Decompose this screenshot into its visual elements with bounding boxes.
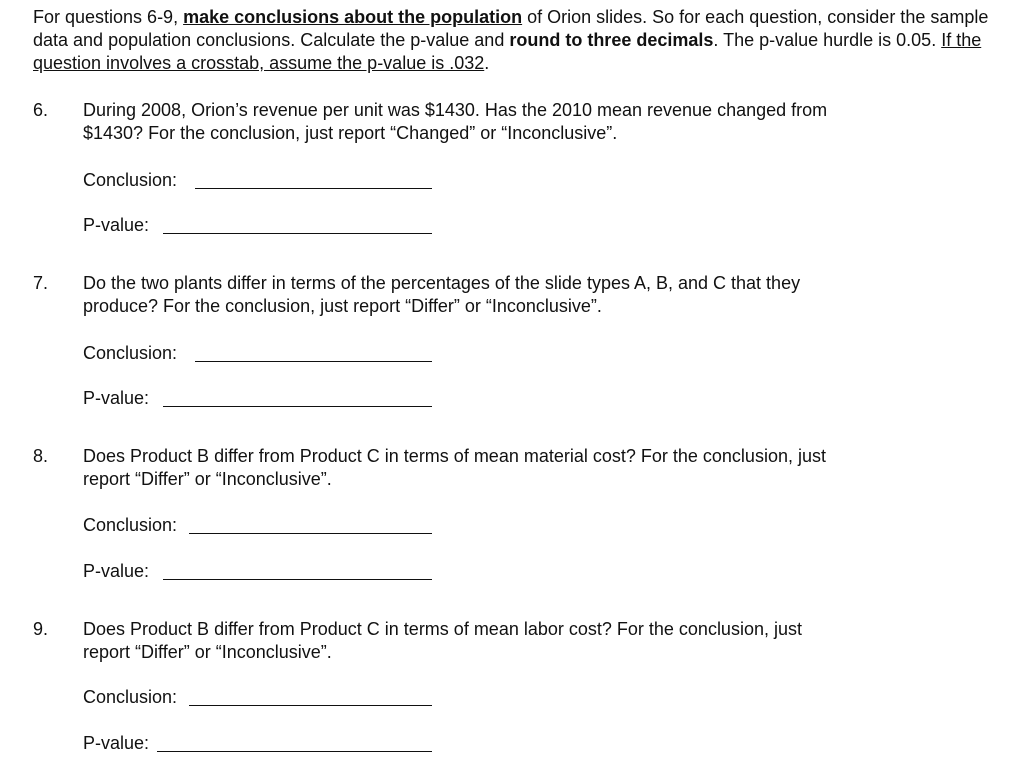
intro-emphasis-rounding: round to three decimals <box>509 30 714 50</box>
question-9-pvalue-blank[interactable] <box>157 751 432 752</box>
intro-emphasis-population: make conclusions about the population <box>183 7 523 27</box>
question-9-number: 9. <box>33 619 49 639</box>
question-8-number: 8. <box>33 446 49 466</box>
intro-text-4: . <box>484 53 490 73</box>
question-8-pvalue-label: P-value: <box>83 561 150 581</box>
question-7-line-1: Do the two plants differ in terms of the percentages of the slide types A, B, and C that they <box>83 273 801 293</box>
question-6-text <box>83 99 1003 145</box>
question-8-conclusion-blank[interactable] <box>189 533 432 534</box>
question-8-pvalue-blank[interactable] <box>163 579 432 580</box>
question-9-line-2: report “Differ” or “Inconclusive”. <box>83 642 332 662</box>
question-9-line-1: Does Product B differ from Product C in terms of mean labor cost? For the conclusion, just <box>83 619 802 639</box>
question-6-line-1: During 2008, Orion’s revenue per unit was $1430. Has the 2010 mean revenue changed from <box>83 100 828 120</box>
question-8-conclusion-label: Conclusion: <box>83 515 178 535</box>
instructions-paragraph <box>33 6 1008 75</box>
intro-text-1: For questions 6-9, <box>33 7 184 27</box>
question-7-pvalue-blank[interactable] <box>163 406 432 407</box>
question-9-conclusion-blank[interactable] <box>189 705 432 706</box>
question-6-conclusion-blank[interactable] <box>195 188 432 189</box>
question-7-conclusion-blank[interactable] <box>195 361 432 362</box>
intro-text-3: . The p-value hurdle is 0.05. <box>713 30 942 50</box>
question-6-number: 6. <box>33 100 49 120</box>
question-7-line-2: produce? For the conclusion, just report “Differ” or “Inconclusive”. <box>83 296 602 316</box>
question-7-conclusion-label: Conclusion: <box>83 343 178 363</box>
question-9-conclusion-label: Conclusion: <box>83 687 178 707</box>
question-7-pvalue-label: P-value: <box>83 388 150 408</box>
intro-crosstab-note: If the question involves a crosstab, assume the p-value is .032 <box>33 30 982 73</box>
question-7-text <box>83 272 1003 318</box>
question-9-pvalue-label: P-value: <box>83 733 150 753</box>
question-8-text <box>83 445 1003 491</box>
question-7-number: 7. <box>33 273 49 293</box>
question-9-text <box>83 618 1003 664</box>
intro-text-2: of Orion slides. So for each question, consider the sample data and population conclusions. Calculate the p-value and <box>33 7 989 50</box>
question-6-pvalue-blank[interactable] <box>163 233 432 234</box>
question-6-line-2: $1430? For the conclusion, just report “Changed” or “Inconclusive”. <box>83 123 618 143</box>
question-6-conclusion-label: Conclusion: <box>83 170 178 190</box>
question-8-line-2: report “Differ” or “Inconclusive”. <box>83 469 332 489</box>
question-6-pvalue-label: P-value: <box>83 215 150 235</box>
question-8-line-1: Does Product B differ from Product C in terms of mean material cost? For the conclusion, just <box>83 446 826 466</box>
